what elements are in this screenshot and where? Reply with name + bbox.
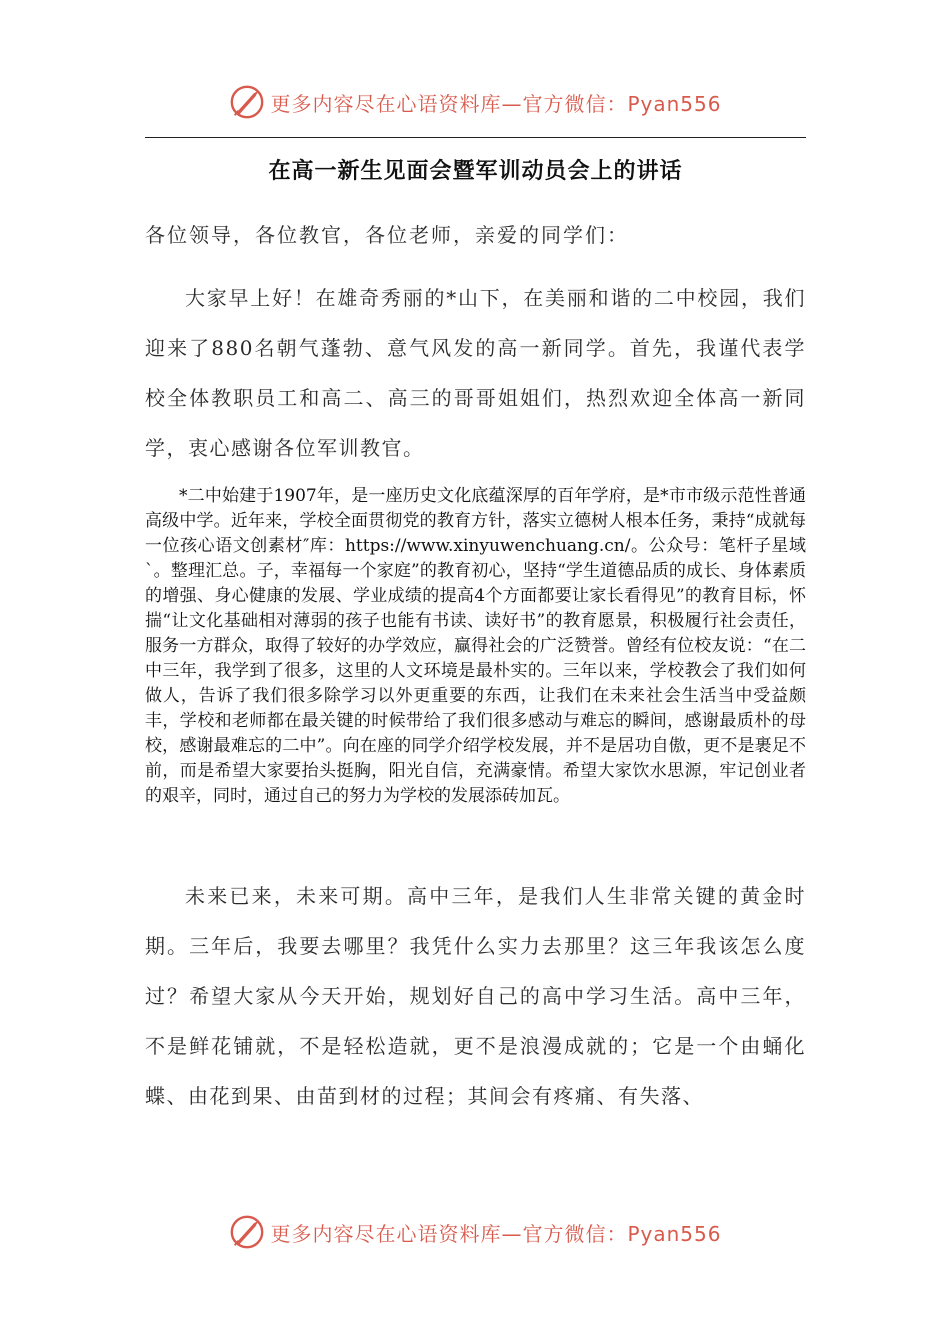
document-title: 在高一新生见面会暨军训动员会上的讲话 xyxy=(268,159,683,184)
paragraph-welcome: 大家早上好！在雄奇秀丽的*山下，在美丽和谐的二中校园，我们迎来了880名朝气蓬勃、意气风发的高一新同学。首先，我谨代表学校全体教职员工和高二、高三的哥哥姐姐们，热烈欢迎全体高一新同学，衷心感谢各位军训教官。 xyxy=(145,286,806,460)
header-watermark-text: 更多内容尽在心语资料库—官方微信：Pyan556 xyxy=(270,91,722,116)
quill-pen-logo-icon xyxy=(228,83,266,121)
quill-pen-logo-icon xyxy=(228,1213,266,1251)
greeting-line: 各位领导，各位教官，各位老师，亲爱的同学们： xyxy=(145,223,629,247)
paragraph-future: 未来已来，未来可期。高中三年，是我们人生非常关键的黄金时期。三年后，我要去哪里？我凭什么实力去那里？这三年我该怎么度过？希望大家从今天开始，规划好自己的高中学习生活。高中三年，不是鲜花铺就，不是轻松造就，更不是浪漫成就的；它是一个由蛹化蝶、由花到果、由苗到材的过程；其间会有疼痛、有失落、 xyxy=(145,884,806,1108)
footer-watermark-text: 更多内容尽在心语资料库—官方微信：Pyan556 xyxy=(270,1221,722,1246)
paragraph-school-history: *二中始建于1907年，是一座历史文化底蕴深厚的百年学府，是*市市级示范性普通高级中学。近年来，学校全面贯彻党的教育方针，落实立德树人根本任务，秉持“成就每一位孩心语文创素材″库：https://www.xinyuwenchuang.cn/。公众号：笔杆子星域`。整理汇总。子，幸福每一个家庭”的教育初心，坚持“学生道德品质的成长、身体素质的增强、身心健康的发展、学业成绩的提高4个方面都要让家长看得见”的教育目标，怀揣“让文化基础相对薄弱的孩子也能有书读、读好书”的教育愿景，积极履行社会责任，服务一方群众，取得了较好的办学效应，赢得社会的广泛赞誉。曾经有位校友说：“在二中三年，我学到了很多，这里的人文环境是最朴实的。三年以来，学校教会了我们如何做人，告诉了我们很多除学习以外更重要的东西，让我们在未来社会生活当中受益颇丰，学校和老师都在最关键的时候带给了我们很多感动与难忘的瞬间，感谢最质朴的母校，感谢最难忘的二中”。向在座的同学介绍学校发展，并不是居功自傲，更不是裹足不前，而是希望大家要抬头挺胸，阳光自信，充满豪情。希望大家饮水思源，牢记创业者的艰辛，同时，通过自己的努力为学校的发展添砖加瓦。 xyxy=(145,486,806,806)
header-watermark-banner xyxy=(0,82,950,122)
header-divider xyxy=(145,137,806,138)
footer-watermark-banner xyxy=(0,1212,950,1252)
